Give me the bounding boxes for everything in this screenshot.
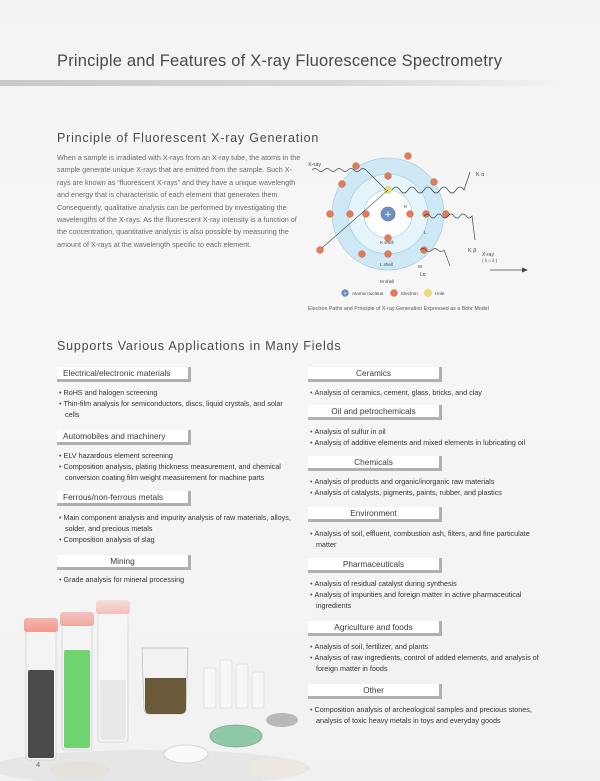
m-shell-label: M shell bbox=[380, 279, 395, 284]
page-title: Principle and Features of X-ray Fluorescence Spectrometry bbox=[57, 52, 503, 70]
list-item: • Analysis of residual catalyst during synthesis bbox=[310, 579, 550, 590]
bohr-model-diagram bbox=[300, 140, 550, 300]
legend-hole-label: Hole bbox=[435, 291, 445, 296]
list-metals bbox=[59, 513, 299, 545]
list-item: • Composition analysis, plating thickness measurement, and chemical conversion coating film weight measurement for machine parts bbox=[59, 462, 299, 484]
m-letter: M bbox=[418, 265, 422, 270]
legend-hole-icon bbox=[425, 290, 432, 297]
list-item: • ELV hazardous element screening bbox=[59, 451, 299, 462]
k-beta-label: K β bbox=[468, 248, 477, 254]
list-other bbox=[310, 705, 555, 727]
list-item: • RoHS and halogen screening bbox=[59, 388, 289, 399]
list-item: • Analysis of impurities and foreign matter in active pharmaceutical ingredients bbox=[310, 590, 550, 612]
list-item: • Analysis of additive elements and mixed elements in lubricating oil bbox=[310, 438, 550, 449]
category-mining: Mining bbox=[57, 555, 191, 570]
list-item: • Main component analysis and impurity analysis of raw materials, alloys, solder, and precious metals bbox=[59, 513, 299, 535]
l-shell-label: L shell bbox=[380, 262, 393, 267]
list-chemicals bbox=[310, 477, 550, 499]
list-ceramics bbox=[310, 388, 550, 399]
principle-heading: Principle of Fluorescent X-ray Generation bbox=[57, 131, 320, 145]
category-other: Other bbox=[308, 684, 442, 699]
category-ceramics: Ceramics bbox=[308, 367, 442, 382]
list-item: • Grade analysis for mineral processing bbox=[59, 575, 299, 586]
principle-paragraph: When a sample is irradiated with X-rays from an X-ray tube, the atoms in the sample generate unique X-rays that are emitted from the sample. Such X-rays are known as “fluorescent X-rays” and they have a unique wavelength and energy that is characteristic of each element that generates them. Consequently, qualitative analysis can be performed by investigating the wavelengths of the X-rays. As the fluorescent X-ray intensity is a function of the concentration, quantitative analysis is also possible by measuring the amount of X-rays at the wavelength specific to each element. bbox=[57, 153, 301, 249]
sample-photo bbox=[0, 590, 310, 781]
list-item: • Analysis of soil, effluent, combustion ash, filters, and fine particulate matter bbox=[310, 529, 540, 551]
xray-out-sub: ( λ = λ ) bbox=[482, 258, 498, 263]
category-agriculture: Agriculture and foods bbox=[308, 621, 442, 636]
sample-photo-svg bbox=[0, 590, 310, 781]
legend-nucleus-label: Atomic nucleus bbox=[352, 291, 384, 296]
category-chemicals: Chemicals bbox=[308, 456, 442, 471]
category-electrical: Electrical/electronic materials bbox=[57, 367, 191, 382]
list-agriculture bbox=[310, 642, 550, 674]
list-environment bbox=[310, 529, 540, 551]
list-item: • Analysis of soil, fertilizer, and plants bbox=[310, 642, 550, 653]
category-oil: Oil and petrochemicals bbox=[308, 405, 442, 420]
legend-electron-icon bbox=[391, 290, 398, 297]
diagram-legend bbox=[342, 290, 445, 297]
list-automobiles bbox=[59, 451, 299, 483]
list-item: • Analysis of products and organic/inorganic raw materials bbox=[310, 477, 550, 488]
k-letter: K bbox=[404, 205, 408, 210]
list-item: • Analysis of sulfur in oil bbox=[310, 427, 550, 438]
bohr-model-svg bbox=[300, 140, 550, 300]
list-oil bbox=[310, 427, 550, 449]
l-alpha-label: Lα bbox=[420, 272, 426, 278]
list-item: • Analysis of ceramics, cement, glass, bricks, and clay bbox=[310, 388, 550, 399]
list-item: • Analysis of raw ingredients, control of added elements, and analysis of foreign matter in foods bbox=[310, 653, 550, 675]
category-pharmaceuticals: Pharmaceuticals bbox=[308, 558, 442, 573]
list-pharmaceuticals bbox=[310, 579, 550, 611]
svg-text:+: + bbox=[384, 210, 392, 220]
list-electrical bbox=[59, 388, 289, 420]
xray-in-label: X-ray bbox=[308, 162, 322, 168]
list-item: • Analysis of catalysts, pigments, paints, rubber, and plastics bbox=[310, 488, 550, 499]
k-shell-label: K shell bbox=[380, 240, 394, 245]
list-item: • Thin-film analysis for semiconductors, discs, liquid crystals, and solar cells bbox=[59, 399, 289, 421]
list-item: • Composition analysis of archeological samples and precious stones, analysis of toxic heavy metals in toys and everyday goods bbox=[310, 705, 555, 727]
l-letter: L bbox=[424, 231, 427, 236]
list-mining bbox=[59, 575, 299, 586]
svg-text:+: + bbox=[343, 291, 347, 297]
legend-electron-label: Electron bbox=[401, 291, 418, 296]
list-item: • Composition analysis of slag bbox=[59, 535, 299, 546]
title-rule bbox=[0, 80, 572, 86]
xray-out-label: X-ray bbox=[482, 252, 494, 258]
category-metals: Ferrous/non-ferrous metals bbox=[57, 491, 191, 506]
diagram-caption: Electron Paths and Principle of X-ray Generation Expressed as a Bohr Model bbox=[308, 306, 489, 312]
applications-heading: Supports Various Applications in Many Fields bbox=[57, 339, 342, 353]
k-alpha-label: K α bbox=[476, 172, 485, 178]
category-automobiles: Automobiles and machinery bbox=[57, 430, 191, 445]
category-environment: Environment bbox=[308, 507, 442, 522]
page-number: 4 bbox=[36, 760, 41, 769]
